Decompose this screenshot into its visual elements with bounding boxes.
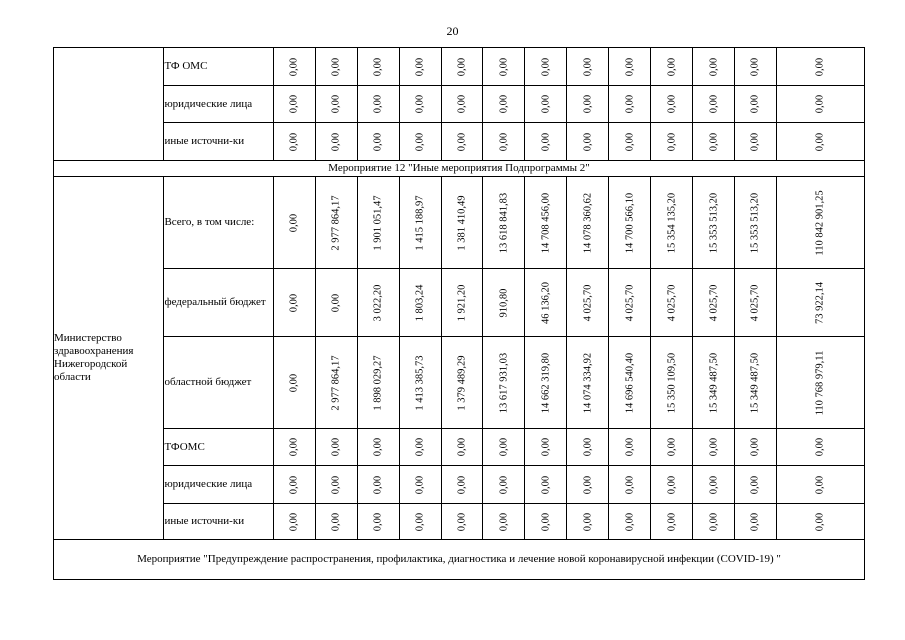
value-text: 0,00 [288,437,300,457]
value-text: 0,00 [624,512,636,531]
year-value-cell [483,123,525,161]
year-value-cell [525,177,567,269]
year-value-cell [567,269,609,337]
funding-source-cell: федеральный бюджет [164,269,273,337]
year-value-cell [651,269,693,337]
year-value-cell [441,123,483,161]
value-text: 0,00 [414,437,426,457]
value-text: 1 413 385,73 [414,354,426,411]
table-row [54,86,865,123]
year-value-cell [651,466,693,504]
year-value-cell [651,337,693,429]
table-row [54,466,865,504]
value-text: 0,00 [582,132,594,151]
value-text: 2 977 864,17 [330,354,342,411]
value-text: 0,00 [814,475,826,494]
value-text: 0,00 [749,512,761,531]
year-value-cell [609,504,651,540]
section-header-row [54,540,865,580]
year-value-cell [609,337,651,429]
year-value-cell [567,337,609,429]
year-value-cell [399,429,441,466]
value-text: 0,00 [624,94,636,114]
section-title: Мероприятие 12 "Иные мероприятия Подпрограммы 2" [54,161,865,177]
value-text: 0,00 [288,94,300,114]
value-text: 0,00 [456,475,468,494]
value-text: 0,00 [749,94,761,114]
year-value-cell [315,86,357,123]
value-text: 0,00 [498,512,510,531]
year-value-cell [693,337,735,429]
funding-source-cell: юридические лица [164,466,273,504]
total-value-cell [776,269,864,337]
year-value-cell [693,48,735,86]
value-text: 0,00 [288,475,300,494]
year-value-cell [651,177,693,269]
value-text: 15 349 487,50 [708,352,720,413]
value-text: 0,00 [708,475,720,494]
value-text: 0,00 [456,437,468,457]
value-text: 1 381 410,49 [456,194,468,251]
table-body [54,48,865,580]
year-value-cell [357,429,399,466]
value-text: 0,00 [582,512,594,531]
value-text: 3 022,20 [372,284,384,321]
total-value-cell [776,429,864,466]
value-text: 0,00 [330,57,342,76]
year-value-cell [735,466,777,504]
year-value-cell [735,86,777,123]
year-value-cell [357,337,399,429]
value-text: 1 921,20 [456,284,468,321]
year-value-cell [609,123,651,161]
value-text: 15 354 135,20 [666,192,678,253]
value-text: 0,00 [330,293,342,312]
table-row [54,337,865,429]
value-text: 0,00 [288,512,300,531]
year-value-cell [483,48,525,86]
year-value-cell [567,466,609,504]
value-text: 46 136,20 [540,281,552,324]
year-value-cell [567,48,609,86]
year-value-cell [525,86,567,123]
value-text: 0,00 [666,512,678,531]
value-text: 14 074 334,92 [582,352,594,413]
year-value-cell [399,177,441,269]
value-text: 0,00 [498,94,510,114]
value-text: 2 977 864,17 [330,194,342,251]
value-text: 0,00 [414,94,426,114]
value-text: 0,00 [372,57,384,76]
year-value-cell [273,48,315,86]
value-text: 0,00 [456,57,468,76]
value-text: 0,00 [288,293,300,312]
value-text: 13 618 841,83 [498,192,510,253]
value-text: 0,00 [372,132,384,151]
year-value-cell [693,123,735,161]
value-text: 0,00 [624,132,636,151]
year-value-cell [315,466,357,504]
year-value-cell [315,123,357,161]
value-text: 4 025,70 [624,284,636,321]
value-text: 0,00 [666,57,678,76]
year-value-cell [525,48,567,86]
value-text: 15 349 487,50 [749,352,761,413]
value-text: 110 842 901,25 [814,189,826,256]
section-header-row [54,161,865,177]
value-text: 0,00 [582,57,594,76]
year-value-cell [651,504,693,540]
year-value-cell [315,48,357,86]
value-text: 0,00 [582,475,594,494]
year-value-cell [273,177,315,269]
value-text: 14 078 360,62 [582,192,594,253]
year-value-cell [273,86,315,123]
value-text: 15 350 109,50 [666,352,678,413]
year-value-cell [525,504,567,540]
value-text: 0,00 [814,94,826,114]
funding-source-cell: ТФОМС [164,429,273,466]
value-text: 0,00 [372,437,384,457]
year-value-cell [483,86,525,123]
year-value-cell [399,337,441,429]
value-text: 0,00 [330,132,342,151]
table-row [54,269,865,337]
value-text: 0,00 [749,57,761,76]
value-text: 0,00 [666,94,678,114]
value-text: 0,00 [708,132,720,151]
value-text: 0,00 [814,512,826,531]
year-value-cell [609,48,651,86]
value-text: 13 617 931,03 [498,352,510,413]
year-value-cell [441,177,483,269]
total-value-cell [776,48,864,86]
year-value-cell [273,429,315,466]
value-text: 14 696 540,40 [624,352,636,413]
year-value-cell [483,466,525,504]
year-value-cell [315,429,357,466]
year-value-cell [567,504,609,540]
value-text: 0,00 [666,437,678,457]
funding-source-cell: иные источни-ки [164,123,273,161]
year-value-cell [567,177,609,269]
year-value-cell [399,48,441,86]
total-value-cell [776,466,864,504]
organization-cell-empty [54,48,164,161]
year-value-cell [441,269,483,337]
table-row [54,123,865,161]
year-value-cell [357,504,399,540]
value-text: 110 768 979,11 [814,350,826,415]
year-value-cell [441,504,483,540]
year-value-cell [357,48,399,86]
value-text: 0,00 [498,57,510,76]
table-row [54,504,865,540]
value-text: 0,00 [749,437,761,457]
value-text: 0,00 [414,512,426,531]
value-text: 0,00 [498,132,510,151]
year-value-cell [315,337,357,429]
value-text: 0,00 [498,437,510,457]
value-text: 0,00 [414,132,426,151]
value-text: 1 803,24 [414,284,426,321]
table-row [54,429,865,466]
value-text: 0,00 [288,57,300,76]
value-text: 0,00 [330,437,342,457]
value-text: 0,00 [540,475,552,494]
value-text: 0,00 [540,132,552,151]
funding-source-cell: Всего, в том числе: [164,177,273,269]
year-value-cell [441,86,483,123]
value-text: 0,00 [708,57,720,76]
year-value-cell [735,123,777,161]
year-value-cell [567,123,609,161]
year-value-cell [315,504,357,540]
year-value-cell [693,269,735,337]
year-value-cell [567,429,609,466]
year-value-cell [441,429,483,466]
year-value-cell [735,504,777,540]
section-title: Мероприятие "Предупреждение распространения, профилактика, диагностика и лечение новой коронавирусной инфекции (COVID-19) " [54,540,865,580]
year-value-cell [483,504,525,540]
value-text: 15 353 513,20 [749,192,761,253]
value-text: 0,00 [456,94,468,114]
year-value-cell [609,86,651,123]
value-text: 0,00 [708,512,720,531]
year-value-cell [315,269,357,337]
year-value-cell [735,48,777,86]
value-text: 0,00 [708,437,720,457]
value-text: 0,00 [372,94,384,114]
year-value-cell [399,504,441,540]
value-text: 0,00 [456,512,468,531]
year-value-cell [693,504,735,540]
value-text: 0,00 [456,132,468,151]
value-text: 0,00 [498,475,510,494]
value-text: 14 662 319,80 [540,352,552,413]
value-text: 0,00 [666,475,678,494]
year-value-cell [525,269,567,337]
value-text: 0,00 [814,437,826,457]
value-text: 0,00 [749,132,761,151]
year-value-cell [567,86,609,123]
year-value-cell [609,466,651,504]
value-text: 0,00 [288,213,300,232]
year-value-cell [525,123,567,161]
value-text: 14 700 566,10 [624,192,636,253]
year-value-cell [441,48,483,86]
total-value-cell [776,504,864,540]
year-value-cell [273,337,315,429]
value-text: 0,00 [330,512,342,531]
value-text: 1 898 029,27 [372,354,384,411]
value-text: 15 353 513,20 [708,192,720,253]
value-text: 910,80 [498,288,510,317]
year-value-cell [735,337,777,429]
value-text: 4 025,70 [582,284,594,321]
funding-source-cell: иные источни-ки [164,504,273,540]
year-value-cell [357,123,399,161]
value-text: 0,00 [372,512,384,531]
year-value-cell [651,123,693,161]
value-text: 0,00 [624,57,636,76]
year-value-cell [399,466,441,504]
year-value-cell [483,337,525,429]
year-value-cell [693,177,735,269]
value-text: 0,00 [814,132,826,151]
year-value-cell [483,429,525,466]
value-text: 0,00 [624,437,636,457]
year-value-cell [483,269,525,337]
value-text: 0,00 [414,57,426,76]
year-value-cell [273,123,315,161]
value-text: 1 901 051,47 [372,194,384,251]
value-text: 0,00 [288,132,300,151]
value-text: 0,00 [330,475,342,494]
value-text: 0,00 [288,373,300,392]
year-value-cell [357,466,399,504]
funding-source-cell: областной бюджет [164,337,273,429]
value-text: 0,00 [414,475,426,494]
value-text: 4 025,70 [749,284,761,321]
value-text: 73 922,14 [814,281,826,324]
total-value-cell [776,337,864,429]
year-value-cell [399,269,441,337]
year-value-cell [273,269,315,337]
value-text: 0,00 [708,94,720,114]
budget-table [53,47,865,580]
table-row [54,177,865,269]
year-value-cell [525,337,567,429]
year-value-cell [441,466,483,504]
year-value-cell [693,429,735,466]
year-value-cell [525,429,567,466]
organization-cell: Министерство здравоохранения Нижегородской области [54,177,164,540]
total-value-cell [776,123,864,161]
value-text: 0,00 [330,94,342,114]
year-value-cell [273,466,315,504]
page-number: 20 [446,24,459,38]
year-value-cell [315,177,357,269]
year-value-cell [357,177,399,269]
value-text: 1 379 489,29 [456,354,468,411]
year-value-cell [609,429,651,466]
value-text: 0,00 [582,94,594,114]
year-value-cell [735,177,777,269]
year-value-cell [483,177,525,269]
year-value-cell [651,429,693,466]
year-value-cell [273,504,315,540]
value-text: 0,00 [540,94,552,114]
year-value-cell [399,123,441,161]
year-value-cell [357,86,399,123]
funding-source-cell: ТФ ОМС [164,48,273,86]
value-text: 0,00 [666,132,678,151]
value-text: 4 025,70 [666,284,678,321]
value-text: 0,00 [582,437,594,457]
year-value-cell [441,337,483,429]
year-value-cell [693,86,735,123]
value-text: 0,00 [540,437,552,457]
table-row [54,48,865,86]
year-value-cell [651,48,693,86]
year-value-cell [651,86,693,123]
total-value-cell [776,86,864,123]
year-value-cell [609,177,651,269]
funding-source-cell: юридические лица [164,86,273,123]
total-value-cell [776,177,864,269]
year-value-cell [399,86,441,123]
value-text: 0,00 [749,475,761,494]
value-text: 0,00 [372,475,384,494]
year-value-cell [525,466,567,504]
value-text: 0,00 [814,57,826,76]
value-text: 14 708 456,00 [540,192,552,253]
value-text: 0,00 [540,512,552,531]
year-value-cell [357,269,399,337]
year-value-cell [693,466,735,504]
year-value-cell [735,269,777,337]
value-text: 1 415 188,97 [414,194,426,251]
year-value-cell [609,269,651,337]
year-value-cell [735,429,777,466]
value-text: 4 025,70 [708,284,720,321]
value-text: 0,00 [540,57,552,76]
value-text: 0,00 [624,475,636,494]
